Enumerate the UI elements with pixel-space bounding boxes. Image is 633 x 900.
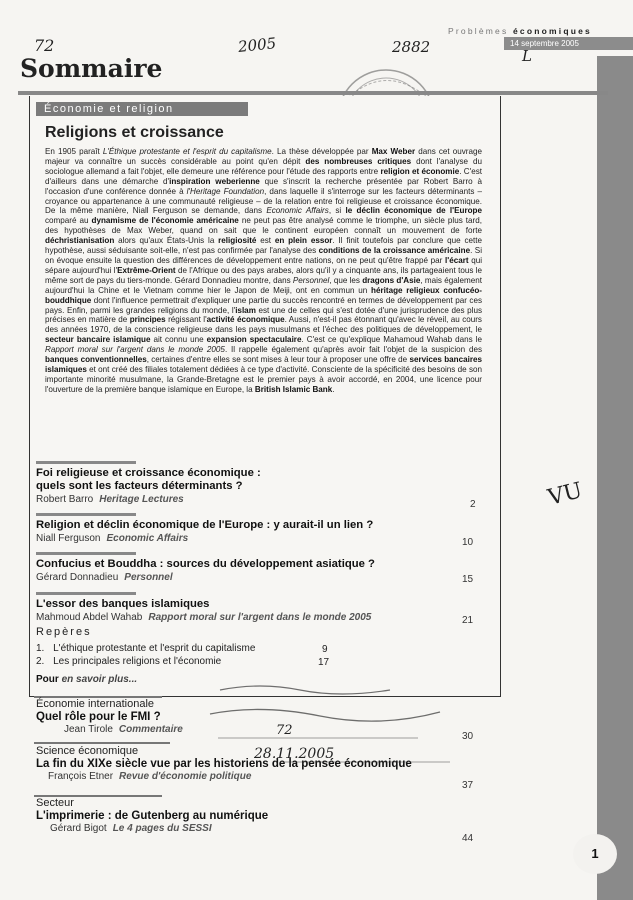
repere-text[interactable]: L'éthique protestante et l'esprit du capitalisme [53, 643, 256, 654]
article-source: Heritage Lectures [99, 494, 184, 505]
side-strip [597, 56, 633, 900]
featured-title: Religions et croissance [45, 124, 224, 141]
intro-run: banques conventionnelles [45, 355, 147, 365]
intro-run: qui sépare aujourd'hui l' [45, 255, 482, 275]
page-ref: 44 [462, 833, 474, 844]
intro-run: . La thèse développée par [271, 147, 372, 156]
article-title[interactable]: Foi religieuse et croissance économique : [36, 467, 261, 479]
repere-item[interactable] [36, 643, 255, 654]
section-entry[interactable] [36, 698, 183, 735]
running-head: Problèmes économiques [448, 26, 592, 36]
repere-page: 17 [318, 657, 330, 668]
page-ref: 21 [462, 615, 474, 626]
handwritten-vu: VU [545, 478, 585, 511]
intro-run: , certaines d'entre elles se sont mises à leur tour à proposer une offre de [146, 355, 410, 365]
theme-tag: Économie et religion [36, 102, 248, 116]
repere-num: 2. [36, 656, 45, 667]
intro-run: activité économique [206, 315, 285, 325]
intro-run: Max Weber [371, 147, 416, 156]
article-entry[interactable] [36, 461, 261, 505]
page-ref: 37 [462, 780, 474, 791]
repere-num: 1. [36, 643, 45, 654]
section-entry[interactable] [36, 797, 268, 834]
intro-run: déchristianisation [45, 236, 115, 246]
intro-run: dans cet ouvrage majeur va connaître un succès considérable au point qu'en dépit [45, 147, 482, 166]
article-title[interactable]: Confucius et Bouddha : sources du développement asiatique ? [36, 558, 375, 570]
intro-run: British Islamic Bank [254, 384, 333, 394]
intro-run: , dans laquelle il s'interroge sur les facteurs déterminants – croyance ou appartenance à une communauté religieuse – de la relation entre foi religieuse et croissance économique. De la même manière, Niall Ferguson se demande, dans [45, 186, 483, 216]
article-source: Economic Affairs [106, 533, 189, 544]
intro-run: de l'Afrique ou des pays arabes, alors qu'il y a cinquante ans, ils partageaient tous le même sort de pays du tiers-monde. Gérard Donnadieu montre, dans [45, 265, 483, 285]
intro-run: héritage religieux confucéo-bouddhique [45, 285, 482, 305]
intro-run: services bancaires islamiques [45, 355, 482, 374]
article-source: Personnel [124, 572, 173, 583]
intro-run: . C'est d'ailleurs dans une démarche d' [45, 166, 482, 186]
article-author: Niall Ferguson [36, 533, 101, 544]
article-author: Robert Barro [36, 494, 94, 505]
article-entry[interactable] [36, 513, 373, 544]
intro-run: est [256, 236, 275, 246]
intro-run: En 1905 paraît [45, 147, 103, 156]
article-title-cont[interactable]: quels sont les facteurs déterminants ? [36, 480, 243, 492]
intro-run: dynamisme de l'économie américaine [91, 216, 239, 226]
intro-run: islam [235, 305, 256, 315]
intro-run: , mais également aujourd'hui la Chine et le Vietnam comme hier le Japon de Meiji, ont en commun un [45, 275, 482, 295]
intro-run: . [332, 384, 335, 394]
intro-run: ne peut pas être analysé comme le triomphe, un siècle plus tard, des hypothèses de Max Weber, quand on sait que le continent européen connaît un mouvement de forte [45, 216, 482, 236]
reperes-heading: Repères [36, 626, 92, 638]
page-ref: 30 [462, 731, 474, 742]
intro-run: le déclin économique de l'Europe [345, 206, 482, 216]
repere-text[interactable]: Les principales religions et l'économie [53, 656, 222, 667]
intro-run: inspiration weberienne [169, 176, 260, 186]
intro-run: que s'inscrit la recherche présentée par Robert Barro à l'occasion d'une conférence donnée à [45, 176, 483, 196]
article-author: Gérard Donnadieu [36, 572, 119, 583]
intro-run: Rapport moral sur l'argent dans le monde 2005 [45, 345, 225, 355]
intro-run: Economic Affairs [266, 206, 329, 216]
page-title: Sommaire [20, 54, 163, 83]
intro-run: , que les [329, 275, 363, 285]
article-title[interactable]: L'essor des banques islamiques [36, 598, 210, 610]
section-title[interactable]: La fin du XIXe siècle vue par les historiens de la pensée économique [36, 758, 412, 770]
intro-run: . Il finit toutefois par conclure que cette hypothèse, aussi séduisante soit-elle, n'est pas confirmée par l'analyse des [45, 236, 483, 256]
stamp-number: 72 [276, 723, 293, 738]
intro-run: l'Heritage Foundation [186, 186, 265, 196]
intro-run: conditions de la croissance américaine [318, 246, 471, 256]
intro-run: Personnel [292, 275, 330, 285]
section-kicker: Secteur [36, 797, 74, 809]
intro-run: L'Éthique protestante et l'esprit du capitalisme [102, 147, 272, 156]
handwritten-number: 72 [34, 36, 55, 55]
article-source: Rapport moral sur l'argent dans le monde 2005 [148, 612, 372, 623]
article-title[interactable]: Religion et déclin économique de l'Europe : y aurait-il un lien ? [36, 519, 374, 531]
featured-intro [45, 147, 482, 395]
section-title[interactable]: Quel rôle pour le FMI ? [36, 711, 161, 723]
section-rule [34, 742, 170, 744]
section-author: Gérard Bigot [50, 823, 107, 834]
repere-item[interactable] [36, 656, 221, 667]
intro-run: alors qu'aux États-Unis la [114, 236, 219, 246]
article-author: Mahmoud Abdel Wahab [36, 612, 143, 623]
intro-run: expansion spectaculaire [206, 335, 302, 345]
section-kicker: Économie internationale [36, 698, 155, 710]
issue-date: 14 septembre 2005 [504, 37, 633, 50]
section-source: Commentaire [118, 724, 183, 735]
intro-run: , si [328, 206, 346, 216]
section-source: Le 4 pages du SESSI [112, 823, 212, 834]
section-author: Jean Tirole [64, 724, 113, 735]
intro-run: . Il rappelle également qu'après avoir fait l'objet de la suspicion des [224, 345, 482, 355]
intro-run: religion et économie [380, 166, 460, 176]
intro-run: dragons d'Asie [362, 275, 421, 285]
stamp-date: 28.11.2005 [254, 746, 335, 762]
section-title[interactable]: L'imprimerie : de Gutenberg au numérique [36, 810, 269, 822]
intro-run: religiosité [218, 236, 257, 246]
handwritten-year: 2005 [237, 34, 278, 56]
intro-run: secteur bancaire islamique [45, 335, 151, 345]
page-ref: 2 [470, 499, 476, 510]
intro-run: comparé au [45, 216, 92, 226]
intro-run: régissant l' [165, 315, 207, 325]
intro-run: et ont créé des filiales totalement dédiées à ce type d'activité. Consciente de la spécificité des besoins de son importante minorité musulmane, la Grande-Bretagne est le premier pays à avoir accordé, en 2004, une licence pour l'ouverture de la première banque islamique en Europe, la [45, 364, 482, 394]
reception-stamp [200, 680, 460, 780]
intro-run: . Aussi, n'est-il pas étonnant qu'avec le réveil, au cours des années 1970, de la conscience religieuse dans les pays musulmans et l'échec des politiques de développement, le [45, 315, 482, 335]
intro-run: dont l'analyse du sociologue allemand a fait l'objet, elle demeure une référence pour l'étude des rapports entre [45, 156, 483, 176]
intro-run: . C'est ce qu'explique Mahamoud Wahab dans le [301, 335, 482, 345]
title-rule [18, 91, 608, 95]
intro-run: l'écart [445, 255, 469, 265]
page-ref: 15 [462, 574, 474, 585]
handwritten-letter: L [522, 47, 532, 65]
page-number: 1 [573, 834, 617, 874]
section-source: Revue d'économie politique [119, 771, 252, 782]
intro-run: Extrême-Orient [117, 265, 176, 275]
intro-run: . Si on évoque ensuite la question des différences de développement entre nations, on ne peut qu'être frappé par [45, 246, 482, 265]
section-author: François Etner [48, 771, 114, 782]
intro-run: principes [129, 315, 166, 325]
handwritten-id: 2882 [392, 38, 431, 56]
section-kicker: Science économique [36, 745, 139, 757]
intro-run: dont l'influence permettrait d'expliquer une partie du succès rencontré en termes de développement par ces pays. Enfin, parmi les grandes religions du monde, l' [45, 295, 482, 315]
article-entry[interactable] [36, 592, 371, 623]
intro-run: est une de celles qui s'est dotée d'une jurisprudence des plus précises en matière de [45, 305, 482, 325]
article-entry[interactable] [36, 552, 375, 583]
intro-run: des nombreuses critiques [305, 156, 412, 166]
page-ref: 10 [462, 537, 474, 548]
repere-page: 9 [322, 644, 328, 655]
intro-run: ait connu une [150, 335, 207, 345]
intro-run: en plein essor [274, 236, 333, 246]
further-reading[interactable]: Pour en savoir plus... [36, 674, 138, 685]
